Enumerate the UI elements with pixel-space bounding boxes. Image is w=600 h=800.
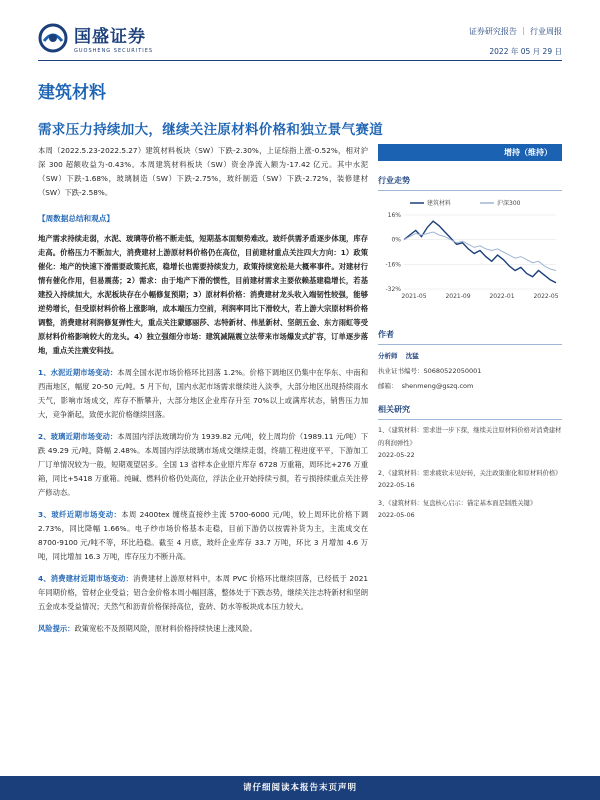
related-item[interactable] [378, 468, 562, 493]
related-item[interactable] [378, 425, 562, 463]
analyst-line [378, 351, 562, 360]
section-consumer-title: 4、消费建材近期市场变动： [38, 574, 133, 583]
section-fiberglass-title: 3、玻纤近期市场变动： [38, 510, 122, 519]
section-fiberglass-body: 本周 2400tex 缠绕直接纱主流 5700-6000 元/吨，较上周环比价格下调 2.73%，同比降幅 1.66%。电子纱市场价格基本走稳，目前下游仍以按需补货为主，主流成交在 8700-9100 元/吨不等，环比趋稳。截至 4 月底，玻纤企业库存 33.7 万吨，环比 3 月增加 4.6 万吨，同比增加 16.3 万吨，库存压力不断升高。 [38, 510, 369, 561]
risk-warning [38, 622, 368, 636]
related-item-title: 3、《建筑材料：复盘核心启示：锚定基本面是制胜关键》 [378, 499, 537, 507]
section-cement-body: 本周全国水泥市场价格环比回落 1.2%。价格下调地区仍集中在华东、中南和西南地区，幅度 20-50 元/吨。5 月下旬，国内水泥市场需求继续进入淡季，大部分地区出现持续雨水天气，影响市场成交，库存不断攀升，大部分地区企业库存升至 70%以上或满库状态，销售压力加大，竞争渐起，致使水泥价格继续回落。 [38, 368, 368, 419]
guosheng-logo-icon [38, 23, 68, 53]
y-tick-label: 0% [391, 236, 401, 244]
sidebar [378, 144, 562, 523]
footer-disclaimer: 请仔细阅读本报告末页声明 [242, 783, 357, 793]
x-tick-label: 2022-01 [489, 293, 515, 300]
y-tick-label: -32% [385, 286, 401, 293]
x-tick-label: 2021-05 [401, 293, 427, 300]
section-glass [38, 430, 368, 500]
related-item-date: 2022-05-16 [378, 482, 415, 489]
author-title: 作者 [378, 329, 562, 345]
industry-title: 建筑材料 [38, 83, 106, 103]
risk-title: 风险提示： [38, 624, 75, 633]
related-item-date: 2022-05-06 [378, 512, 415, 519]
risk-body: 政策宽松不及预期风险，原材料价格持续快速上涨风险。 [74, 624, 257, 633]
related-research-title: 相关研究 [378, 404, 562, 420]
logo [38, 22, 153, 54]
cert-line [378, 366, 562, 375]
related-item[interactable] [378, 498, 562, 523]
report-headline: 需求压力持续加大，继续关注原材料价格和独立景气赛道 [38, 122, 383, 138]
email-line [378, 381, 562, 390]
section-cement-title: 1、水泥近期市场变动： [38, 368, 118, 377]
cert-number: S0680522050001 [423, 367, 482, 375]
x-tick-label: 2021-09 [445, 293, 471, 300]
x-tick-label: 2022-05 [533, 293, 559, 300]
logo-en-text: GUOSHENG SECURITIES [74, 48, 154, 54]
legend-label: 建筑材料 [427, 200, 452, 207]
series-line [404, 221, 556, 283]
section-fiberglass [38, 508, 368, 564]
weekly-summary: 本周（2022.5.23-2022.5.27）建筑材料板块（SW）下跌-2.30%，上证综指上涨-0.52%，相对沪深 300 超额收益为-0.43%。本周建筑材料板块（SW）资金净流入额为-17.42 亿元。其中水泥（SW）下跌-1.68%，玻璃制造（SW）下跌-2.75%，玻纤制造（SW）下跌-2.72%，装修建材（SW）下跌-2.58%。 [38, 146, 368, 197]
related-item-title: 2、《建筑材料：需求疲软未见好转，关注政策催化和原材料价格》 [378, 469, 562, 477]
rating-badge: 增持（维持） [378, 144, 562, 161]
analyst-label: 分析师 [378, 352, 398, 360]
trend-chart [378, 195, 562, 305]
section-glass-title: 2、玻璃近期市场变动： [38, 432, 118, 441]
header [0, 0, 600, 68]
trend-chart-svg [378, 195, 562, 305]
y-tick-label: 16% [387, 212, 401, 219]
section-cement [38, 366, 368, 422]
email-address[interactable]: shenmeng@gszq.com [401, 382, 474, 390]
analyst-name: 沈猛 [405, 352, 419, 360]
related-item-date: 2022-05-22 [378, 452, 415, 459]
section-glass-body: 本周国内浮法玻璃均价为 1939.82 元/吨，较上周均价（1989.11 元/吨）下跌 49.29 元/吨，降幅 2.48%。本周国内浮法玻璃市场成交继续走弱，终端工程进度平平，下游加工厂订单情况较为一般，短期观望居多。全国 13 省样本企业原片库存 6728 万重箱，周环比+276 万重箱，同比+5418 万重箱。纯碱、燃料价格仍处高位，浮法企业开始持续亏损，若亏损持续重点关注停产修动态。 [38, 432, 368, 497]
email-label: 邮箱： [378, 382, 398, 390]
related-item-title: 1、《建筑材料：需求进一步下探，继续关注原材料价格对消费建材的利润弹性》 [378, 427, 562, 447]
trend-title: 行业走势 [378, 175, 562, 191]
y-tick-label: -16% [385, 261, 401, 269]
viewpoint-text: 地产需求持续走弱，水泥、玻璃等价格不断走低，短期基本面颓势难改。玻纤供需矛盾逐步体现，库存走高。价格压力不断加大，消费建材上游原材料价格仍在高位，目前建材重点关注四大方向：1）政策催化：地产的快速下滑需要政策托底，稳增长也需要持续发力，政策持续宽松是大概率事件。对建材行情有催化作用，但易震荡；2）需求：由于地产下滑的惯性，目前建材需求主要依赖基建稳增长，若基建投入持续加大，水泥板块存在小幅修复预期；3）原材料价格：消费建材龙头收入端韧性较强，能够逆势增长，但受原材料价格上涨影响，成本端压力空前，利润率同比下滑较大，若上游大宗原材料价格调整，消费建材利润修复弹性大，重点关注蒙娜丽莎、志特新材、伟星新材、坚朗五金、东方雨虹等受原材料价格影响较大的龙头。4）独立强细分市场：建筑减隔震立法带来市场爆发式扩容，订单逐步落地，重点关注震安科技。 [38, 234, 368, 355]
report-date: 2022 年 05 月 29 日 [489, 47, 562, 56]
main-column [38, 144, 368, 636]
report-type: 证券研究报告 ｜ 行业周报 [468, 27, 562, 36]
cert-label: 执业证书编号： [378, 367, 424, 375]
section-consumer-materials [38, 572, 368, 614]
header-divider [38, 60, 562, 61]
logo-cn-text: 国盛证券 [74, 27, 146, 47]
legend-label: 沪深300 [497, 200, 521, 207]
section-consumer-body: 消费建材上游原材料中，本周 PVC 价格环比继续回落，已经低于 2021 年同期价格，管材企业受益；铝合金价格本周小幅回落，整体处于下跌态势，继续关注志特新材和坚朗五金成本受益情况；天然气和沥青价格保持高位，瓷砖、防水等板块成本压力较大。 [38, 574, 368, 611]
viewpoint-heading: 【周数据总结和观点】 [38, 214, 114, 223]
